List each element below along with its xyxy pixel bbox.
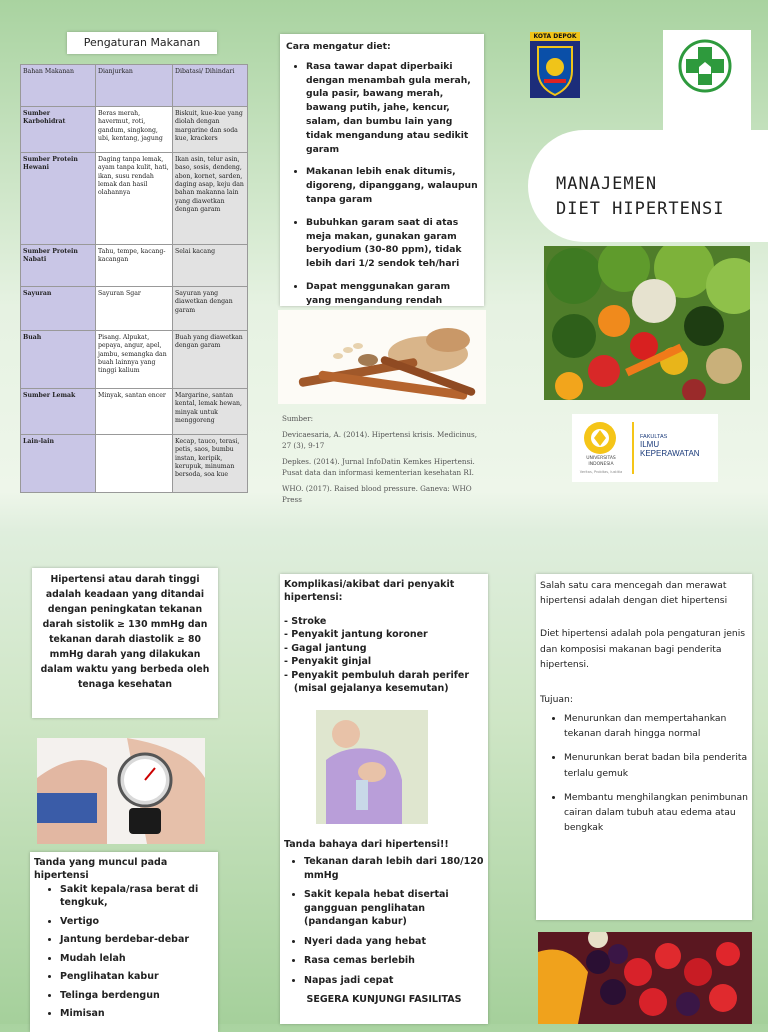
list-item: - Penyakit jantung koroner bbox=[284, 629, 428, 641]
bahaya-list bbox=[284, 855, 484, 987]
list-item: • Dapat menggunakan garam yang mengandung rendah bbox=[306, 280, 478, 321]
table-row bbox=[21, 107, 248, 153]
table-cell-category: Sayuran bbox=[21, 287, 96, 331]
table-cell-category: Lain-lain bbox=[21, 435, 96, 493]
table-header: Dianjurkan bbox=[96, 65, 173, 107]
table-row bbox=[21, 389, 248, 435]
diet-intro: Salah satu cara mencegah dan merawat hipertensi adalah dengan diet hipertensi bbox=[540, 580, 728, 607]
list-item: • Sakit kepala/rasa berat di tengkuk, bbox=[60, 883, 214, 910]
reference: Depkes. (2014). Jurnal InfoDatin Kemkes Hipertensi. Pusat data dan informasi kementerian kesehatan RI. bbox=[282, 457, 475, 477]
table-cell bbox=[96, 435, 173, 493]
table-cell: Selai kacang bbox=[173, 245, 248, 287]
table-cell: Kecap, tauco, terasi, petis, saos, bumbu instan, keripik, kerupuk, minuman bersoda, soa kue bbox=[173, 435, 248, 493]
health-cross-icon bbox=[677, 38, 733, 94]
table-cell: Daging tanpa lemak, ayam tanpa kulit, hati, ikan, susu rendah lemak dan hasil olahannya bbox=[96, 153, 173, 245]
kota-depok-logo bbox=[530, 32, 580, 98]
table-cell-category: Sumber Lemak bbox=[21, 389, 96, 435]
definisi-text: Hipertensi atau darah tinggi adalah keadaan yang ditandai dengan peningkatan tekanan darah sistolik ≥ 130 mmHg dan tekanan darah diastolik ≥ 80 mmHg darah yang dilakukan dalam waktu yang berbeda oleh tenaga kesehatan bbox=[40, 574, 210, 691]
shield-icon bbox=[530, 41, 580, 98]
list-item: - Penyakit pembuluh darah perifer bbox=[284, 669, 470, 681]
chest-pain-image bbox=[316, 710, 428, 824]
list-item: • Menurunkan dan mempertahankan tekanan darah hingga normal bbox=[564, 711, 748, 741]
cover-title bbox=[556, 172, 725, 222]
fakultas-label: FAKULTAS bbox=[640, 434, 668, 440]
bahaya-title: Tanda bahaya dari hipertensi!! bbox=[284, 838, 449, 850]
list-item: • Bubuhkan garam saat di atas meja makan, gunakan garam beryodium (30-80 ppm), tidak lebih dari 1/2 sendok teh/hari bbox=[306, 216, 478, 271]
list-item: • Sakit kepala hebat disertai gangguan penglihatan (pandangan kabur) bbox=[304, 888, 484, 928]
cta-text: SEGERA KUNJUNGI FASILITAS bbox=[306, 994, 462, 1006]
list-item: • Telinga berdengun bbox=[60, 989, 214, 1002]
table-row bbox=[21, 287, 248, 331]
diet-table bbox=[20, 64, 248, 493]
table-header-row bbox=[21, 65, 248, 107]
table-row bbox=[21, 245, 248, 287]
cara-box bbox=[280, 34, 484, 306]
makara-icon bbox=[580, 420, 620, 456]
fakultas-text bbox=[640, 434, 700, 458]
table-cell: Beras merah, havermut, roti, gandum, singkong, ubi, kentang, jagung bbox=[96, 107, 173, 153]
list-item: • Membantu menghilangkan penimbunan cairan dalam tubuh atau edema atau bengkak bbox=[564, 790, 748, 836]
table-cell: Pisang. Alpukat, pepaya, angur, apel, jambu, semangka dan buah lainnya yang tinggi kalium bbox=[96, 331, 173, 389]
list-item: • Tekanan darah lebih dari 180/120 mmHg bbox=[304, 855, 484, 882]
keperawatan-label: KEPERAWATAN bbox=[640, 449, 700, 458]
table-header: Bahan Makanan bbox=[21, 65, 96, 107]
table-cell-category: Sumber Karbohidrat bbox=[21, 107, 96, 153]
list-item: • Nyeri dada yang hebat bbox=[304, 935, 484, 948]
gejala-list bbox=[34, 883, 214, 1021]
list-item: • Napas jadi cepat bbox=[304, 974, 484, 987]
gejala-title: Tanda yang muncul pada hipertensi bbox=[34, 857, 168, 882]
table-header: Dibatasi/ Dihindari bbox=[173, 65, 248, 107]
cover-title-line2: DIET HIPERTENSI bbox=[556, 199, 725, 219]
cover-title-line1: MANAJEMEN bbox=[556, 174, 658, 194]
fruits-image bbox=[538, 932, 752, 1024]
ui-motto: Veritas, Probitas, Iustitia bbox=[579, 470, 623, 474]
list-item: • Mimisan bbox=[60, 1007, 214, 1020]
sumber-section bbox=[282, 414, 482, 505]
list-item: - Gagal jantung bbox=[284, 642, 367, 654]
list-item: - Penyakit ginjal bbox=[284, 656, 372, 668]
table-cell: Biskuit, kue-kue yang diolah dengan margarine dan soda kue, krackers bbox=[173, 107, 248, 153]
table-cell-category: Sumber Protein Hewani bbox=[21, 153, 96, 245]
divider bbox=[632, 422, 634, 474]
list-item: • Penglihatan kabur bbox=[60, 970, 214, 983]
list-item: (misal gejalanya kesemutan) bbox=[284, 683, 449, 695]
list-item: • Rasa cemas berlebih bbox=[304, 954, 484, 967]
list-item: • Vertigo bbox=[60, 915, 214, 928]
ilmu-label: ILMU bbox=[640, 440, 660, 449]
cara-list bbox=[286, 60, 478, 322]
definisi-box bbox=[32, 568, 218, 718]
komplikasi-title: Komplikasi/akibat dari penyakit hipertensi: bbox=[284, 579, 455, 604]
tujuan-label: Tujuan: bbox=[540, 693, 573, 705]
komplikasi-box bbox=[280, 574, 488, 1024]
list-item: • Jantung berdebar-debar bbox=[60, 933, 214, 946]
ui-name: UNIVERSITAS INDONESIA bbox=[586, 456, 616, 467]
list-item: • Mudah lelah bbox=[60, 952, 214, 965]
blood-pressure-image bbox=[37, 738, 205, 844]
table-cell-category: Buah bbox=[21, 331, 96, 389]
table-cell: Minyak, santan encer bbox=[96, 389, 173, 435]
kota-depok-logo-text: KOTA DEPOK bbox=[530, 32, 580, 41]
list-item: • Rasa tawar dapat diperbaiki dengan menambah gula merah, gula pasir, bawang merah, bawang putih, jahe, kencur, salam, dan bumbu lain yang tidak mengandung atau sedikit garam bbox=[306, 60, 478, 157]
table-row bbox=[21, 153, 248, 245]
pengaturan-title: Pengaturan Makanan bbox=[83, 36, 201, 49]
reference: Devicaesaria, A. (2014). Hipertensi krisis. Medicinus, 27 (3), 9-17 bbox=[282, 430, 478, 450]
list-item: - Stroke bbox=[284, 615, 327, 627]
spices-image bbox=[278, 310, 486, 404]
table-cell-category: Sumber Protein Nabati bbox=[21, 245, 96, 287]
table-cell: Margarine, santan kental, lemak hewan, minyak untuk menggoreng bbox=[173, 389, 248, 435]
vegetables-image bbox=[544, 246, 750, 400]
table-cell: Buah yang diawetkan dengan garam bbox=[173, 331, 248, 389]
tujuan-list bbox=[540, 711, 748, 835]
cara-title: Cara mengatur diet: bbox=[286, 41, 391, 52]
table-cell: Sayuran Sgar bbox=[96, 287, 173, 331]
ui-logo-box bbox=[572, 414, 718, 482]
table-cell: Ikan asin, telur asin, baso, sosis, dendeng, abon, kornet, sarden, daging asap, keju dan bahan makanna lain yang diawetkan dengan garam bbox=[173, 153, 248, 245]
reference: WHO. (2017). Raised blood pressure. Ganeva: WHO Press bbox=[282, 484, 472, 504]
table-row bbox=[21, 331, 248, 389]
table-row bbox=[21, 435, 248, 493]
diet-definition: Diet hipertensi adalah pola pengaturan jenis dan komposisi makanan bagi penderita hipertensi. bbox=[540, 628, 746, 670]
diet-box bbox=[536, 574, 752, 920]
table-cell: Tahu, tempe, kacang-kacangan bbox=[96, 245, 173, 287]
pengaturan-title-box bbox=[67, 32, 217, 54]
gejala-box bbox=[30, 852, 218, 1032]
list-item: • Makanan lebih enak ditumis, digoreng, dipanggang, walaupun tanpa garam bbox=[306, 165, 478, 206]
list-item: • Menurunkan berat badan bila penderita terlalu gemuk bbox=[564, 750, 748, 780]
sumber-label: Sumber: bbox=[282, 414, 314, 423]
table-cell: Sayuran yang diawetkan dengan garam bbox=[173, 287, 248, 331]
